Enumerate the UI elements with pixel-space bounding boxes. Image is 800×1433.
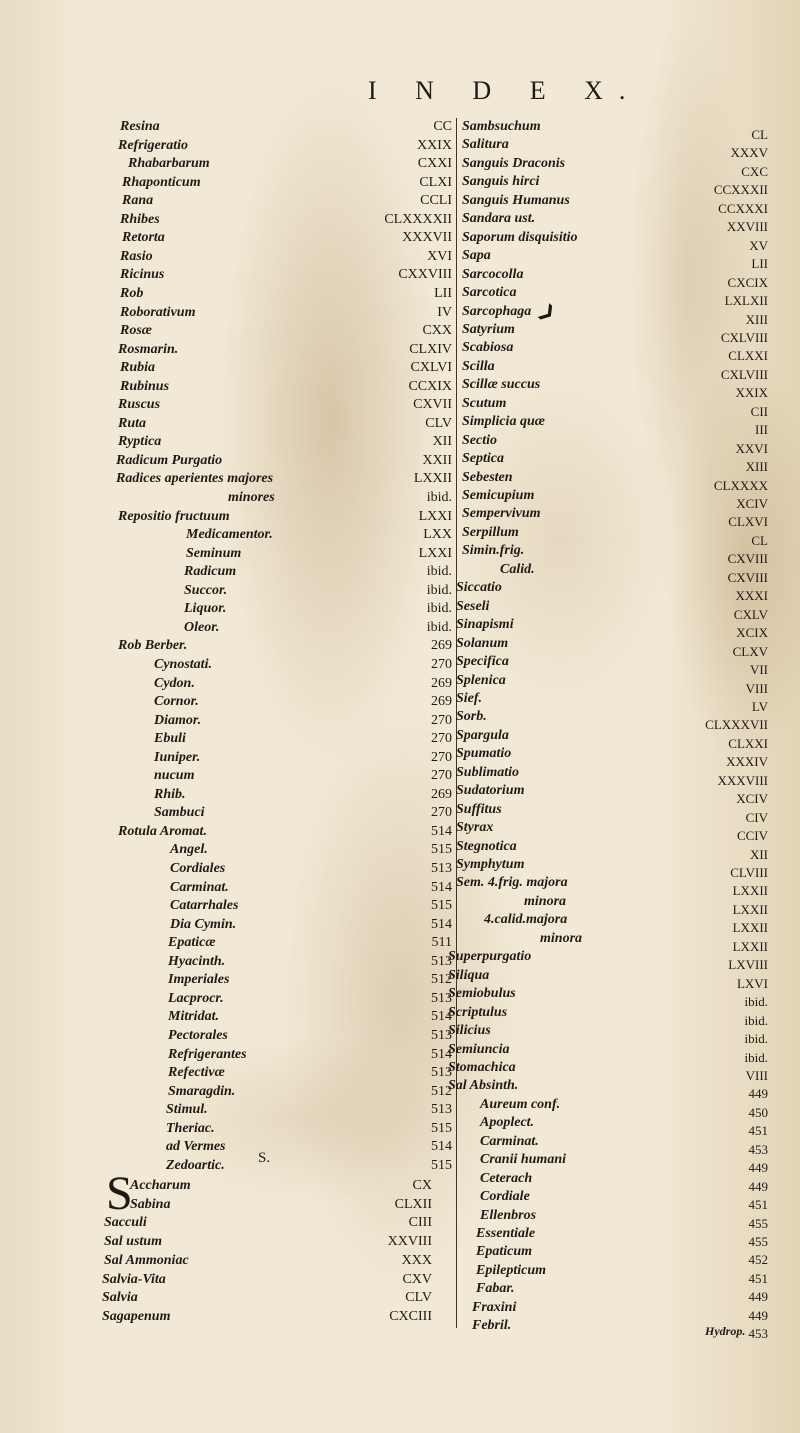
index-entry-name: Iuniper. xyxy=(154,749,201,765)
index-entry-page: 511 xyxy=(431,935,452,951)
index-entry-page: 513 xyxy=(431,861,452,876)
drop-cap: S xyxy=(106,1167,133,1220)
index-entry-page: CXC xyxy=(741,163,768,179)
index-entry-page: 515 xyxy=(431,898,452,914)
index-entry-page: 269 xyxy=(431,675,452,691)
index-entry-name: Cornor. xyxy=(154,694,199,710)
index-entry-page: ibid. xyxy=(426,490,452,505)
index-entry-name: Apoplect. xyxy=(480,1115,535,1131)
index-entry-name: Solanum xyxy=(456,635,509,651)
index-entry-page: CLXV xyxy=(732,643,768,659)
index-entry-page: CXLVI xyxy=(410,360,452,376)
index-entry-name: Scilla xyxy=(462,358,495,374)
index-entry-name: Calid. xyxy=(500,561,535,577)
index-entry-page: IV xyxy=(437,304,452,320)
index-entry-page: CXLVIII xyxy=(720,366,768,382)
index-entry-name: Sandara ust. xyxy=(462,211,536,227)
index-entry-name: minora xyxy=(524,893,567,909)
page-title: I N D E X. xyxy=(368,76,642,105)
index-entry-name: Stegnotica xyxy=(456,838,517,854)
index-entry-name: Diamor. xyxy=(154,712,202,728)
index-entry-name: Sabina xyxy=(130,1196,171,1212)
index-entry-name: Febril. xyxy=(472,1318,512,1334)
index-entry-page: CXLV xyxy=(733,606,768,622)
index-entry-page: 453 xyxy=(748,1326,768,1342)
index-entry-page: III xyxy=(755,422,768,438)
index-entry-page: 512 xyxy=(431,972,452,988)
index-entry-name: minores xyxy=(228,490,275,505)
index-entry-name: Ricinus xyxy=(120,267,165,283)
index-entry-name: Sempervivum xyxy=(462,506,541,522)
index-entry-page: LXX xyxy=(423,527,452,543)
index-entry-name: Rubinus xyxy=(120,378,170,394)
index-entry-page: CLXXXXII xyxy=(384,211,452,227)
index-entry-name: Silicius xyxy=(448,1023,491,1039)
index-entry-page: 514 xyxy=(431,1139,452,1155)
index-entry-name: Angel. xyxy=(170,842,208,858)
index-entry-name: Sarcophaga xyxy=(462,303,532,319)
index-entry-page: ibid. xyxy=(744,1031,768,1047)
index-entry-page: 455 xyxy=(748,1234,768,1249)
index-entry-page: ibid. xyxy=(426,619,452,635)
index-entry-page: 514 xyxy=(431,823,452,839)
index-entry-page: LXXI xyxy=(418,545,452,561)
index-entry-name: Saporum disquisitio xyxy=(462,229,578,245)
index-entry-name: Accharum xyxy=(130,1178,191,1193)
index-entry-name: Fabar. xyxy=(476,1281,515,1297)
index-entry-name: Sanguis Draconis xyxy=(462,155,566,171)
index-entry-name: Zedoartic. xyxy=(166,1157,225,1173)
index-entry-page: XXII xyxy=(422,452,452,468)
index-entry-page: LXXI xyxy=(418,508,452,524)
index-entry-name: Dia Cymin. xyxy=(170,916,237,932)
index-entry-page: XCIX xyxy=(736,625,768,641)
index-entry-page: CLV xyxy=(425,415,452,431)
index-entry-name: Specifica xyxy=(456,654,509,670)
index-entry-page: 515 xyxy=(431,1120,452,1136)
index-entry-page: CCLI xyxy=(420,193,452,209)
index-entry-page: LXXII xyxy=(732,901,768,917)
index-entry-page: 269 xyxy=(431,638,452,654)
index-entry-page: XXIX xyxy=(735,385,768,401)
index-entry-name: Septica xyxy=(462,451,504,467)
index-entry-page: ibid. xyxy=(426,582,452,598)
index-entry-page: LXLXII xyxy=(724,293,768,309)
index-entry-name: Sagapenum xyxy=(102,1308,171,1324)
index-entry-name: Rhib. xyxy=(154,786,186,802)
index-entry-name: Epaticum xyxy=(476,1244,533,1260)
index-entry-page: 270 xyxy=(431,712,452,728)
index-entry-name: Refectivæ xyxy=(168,1065,225,1081)
index-entry-name: Epilepticum xyxy=(476,1262,546,1278)
index-entry-page: LXVI xyxy=(736,975,768,991)
index-entry-name: Spumatio xyxy=(456,746,512,762)
index-entry-page: CXLVIII xyxy=(720,329,768,345)
index-entry-name: Sambuci xyxy=(154,805,205,821)
index-entry-name: Fraxini xyxy=(472,1299,517,1315)
index-entry-page: CLXVI xyxy=(728,514,768,530)
index-entry-name: Sanguis hirci xyxy=(462,174,540,190)
index-entry-name: Satyrium xyxy=(462,321,515,337)
index-entry-name: Radicum Purgatio xyxy=(116,452,223,468)
index-entry-name: Ellenbros xyxy=(480,1207,537,1223)
index-entry-name: Rosæ xyxy=(120,323,152,339)
index-entry-page: XIII xyxy=(745,459,768,475)
index-entry-page: CCIV xyxy=(736,828,768,844)
index-entry-name: Siliqua xyxy=(448,967,490,983)
index-entry-page: CLXXXVII xyxy=(705,717,768,733)
index-entry-page: 514 xyxy=(431,916,452,932)
index-entry-page: 513 xyxy=(431,990,452,1006)
index-entry-page: XXXI xyxy=(735,588,768,604)
catchword: Hydrop. xyxy=(705,1324,746,1338)
index-entry-page: LXXII xyxy=(732,938,768,954)
index-entry-name: Semicupium xyxy=(462,488,535,503)
index-entry-name: Mitridat. xyxy=(168,1009,219,1025)
index-entry-name: Sacculi xyxy=(104,1215,147,1231)
index-entry-page: XXVI xyxy=(735,440,768,456)
index-entry-page: 452 xyxy=(748,1252,768,1268)
index-entry-page: CXXI xyxy=(417,156,452,172)
index-entry-name: Medicamentor. xyxy=(186,527,273,543)
index-entry-name: Liquor. xyxy=(184,601,227,617)
index-entry-name: Spargula xyxy=(456,727,509,743)
index-entry-name: Splenica xyxy=(456,672,506,688)
index-entry-name: Sorb. xyxy=(456,709,487,725)
index-entry-name: Carminat. xyxy=(170,879,229,895)
index-entry-name: Ebuli xyxy=(154,731,186,747)
index-entry-name: Radicum xyxy=(184,564,237,580)
index-entry-name: Rhaponticum xyxy=(122,174,201,190)
index-entry-page: VII xyxy=(749,662,768,678)
index-entry-name: Radices aperientes majores xyxy=(116,471,274,487)
index-entry-name: Theriac. xyxy=(166,1120,215,1136)
index-entry-page: CLV xyxy=(405,1290,432,1306)
index-entry-name: Sublimatio xyxy=(456,764,520,780)
ink-mark: ❯ xyxy=(535,299,561,325)
index-entry-name: Sal ustum xyxy=(104,1234,162,1250)
index-entry-name: Retorta xyxy=(122,230,165,246)
index-entry-page: 453 xyxy=(748,1141,768,1157)
index-entry-page: XXXVII xyxy=(402,230,452,246)
index-entry-page: 449 xyxy=(748,1160,768,1176)
index-entry-name: Sief. xyxy=(456,690,483,706)
index-entry-name: Suffitus xyxy=(456,801,502,817)
index-entry-name: Oleor. xyxy=(184,619,220,635)
index-entry-name: Essentiale xyxy=(476,1226,536,1241)
index-entry-name: Rana xyxy=(122,193,154,209)
index-entry-name: Imperiales xyxy=(168,972,230,988)
index-entry-name: Scabiosa xyxy=(462,340,514,356)
index-entry-name: Sapa xyxy=(462,248,491,264)
index-entry-page: LII xyxy=(434,285,452,301)
index-entry-name: Salvia xyxy=(102,1290,138,1306)
index-entry-page: CXV xyxy=(402,1271,432,1287)
index-entry-page: 449 xyxy=(748,1086,768,1102)
index-entry-page: XXXV xyxy=(730,145,768,161)
index-entry-name: Stimul. xyxy=(166,1102,208,1118)
index-entry-page: 449 xyxy=(748,1307,768,1323)
index-entry-name: Sanguis Humanus xyxy=(462,192,570,208)
index-entry-name: Sinapismi xyxy=(456,617,514,633)
index-entry-page: 449 xyxy=(748,1289,768,1305)
index-entry-page: 450 xyxy=(748,1104,768,1120)
index-entry-page: CIV xyxy=(745,809,768,825)
index-entry-page: 512 xyxy=(431,1083,452,1099)
index-entry-name: Rhabarbarum xyxy=(128,156,210,172)
index-entry-name: Scillæ succus xyxy=(462,377,541,393)
index-entry-page: 270 xyxy=(431,731,452,747)
index-entry-page: CLXXXX xyxy=(713,477,768,493)
index-entry-page: 513 xyxy=(431,1065,452,1081)
index-entry-page: CC xyxy=(433,119,452,134)
index-entry-name: Aureum conf. xyxy=(480,1096,561,1112)
index-entry-page: CLXXI xyxy=(728,735,768,751)
index-entry-page: CCXXXII xyxy=(713,182,768,198)
index-entry-name: Siccatio xyxy=(456,580,502,596)
index-entry-page: XII xyxy=(749,846,768,862)
index-entry-page: LII xyxy=(751,256,768,272)
index-entry-name: Simplicia quæ xyxy=(462,414,545,430)
index-entry-name: Ruscus xyxy=(118,397,161,413)
index-entry-page: ibid. xyxy=(744,994,768,1010)
index-entry-page: LXVIII xyxy=(728,957,768,973)
index-entry-name: Simin.frig. xyxy=(462,543,525,559)
index-entry-page: 270 xyxy=(431,656,452,672)
section-mark: S. xyxy=(258,1150,271,1166)
index-entry-page: XCIV xyxy=(736,496,768,511)
index-entry-name: ad Vermes xyxy=(166,1139,226,1155)
index-entry-page: XXVIII xyxy=(387,1234,432,1250)
index-entry-page: CII xyxy=(750,403,768,419)
index-entry-page: XV xyxy=(749,237,768,253)
index-entry-page: XCIV xyxy=(736,791,768,807)
index-entry-page: CCXXXI xyxy=(718,200,768,216)
index-entry-page: XXX xyxy=(401,1252,432,1268)
index-entry-name: Ryptica xyxy=(118,434,162,450)
index-entry-page: CLXI xyxy=(419,174,452,190)
index-entry-name: Pectorales xyxy=(168,1027,228,1043)
index-entry-name: Succor. xyxy=(184,582,228,598)
index-entry-page: 515 xyxy=(431,1157,452,1173)
index-entry-name: Rasio xyxy=(120,248,153,264)
index-entry-name: Rhibes xyxy=(120,211,160,227)
index-entry-page: XIII xyxy=(745,311,768,327)
index-entry-name: Cydon. xyxy=(154,675,195,691)
index-entry-name: Refrigerantes xyxy=(168,1046,247,1062)
index-entry-page: 270 xyxy=(431,805,452,821)
index-entry-page: LXXII xyxy=(732,883,768,899)
index-entry-name: Repositio fructuum xyxy=(118,508,230,524)
index-entry-name: Styrax xyxy=(456,820,494,836)
index-entry-page: VIII xyxy=(745,680,768,696)
index-entry-page: CLXXI xyxy=(728,348,768,364)
index-entry-page: XXIX xyxy=(417,137,452,153)
index-entry-page: XXXVIII xyxy=(717,772,768,788)
index-entry-name: Sarcocolla xyxy=(462,266,524,282)
index-entry-name: Seseli xyxy=(456,598,490,614)
index-entry-page: 514 xyxy=(431,1009,452,1025)
index-entry-page: CL xyxy=(751,532,768,548)
index-entry-name: Superpurgatio xyxy=(448,949,532,965)
index-entry-page: 270 xyxy=(431,768,452,784)
index-entry-name: Scutum xyxy=(462,395,507,411)
index-entry-page: 514 xyxy=(431,1046,452,1062)
index-entry-page: 451 xyxy=(748,1197,768,1213)
index-entry-name: Rubia xyxy=(120,360,156,376)
index-entry-name: Cynostati. xyxy=(154,656,212,672)
index-entry-page: 451 xyxy=(748,1270,768,1286)
index-entry-name: Resina xyxy=(120,119,160,134)
index-entry-name: Hyacinth. xyxy=(168,953,226,969)
index-entry-page: 451 xyxy=(748,1123,768,1139)
index-entry-name: Lacprocr. xyxy=(168,990,224,1006)
index-entry-page: XII xyxy=(432,434,452,450)
index-entry-name: Sem. 4.frig. majora xyxy=(456,875,568,891)
index-entry-name: Scriptulus xyxy=(448,1004,508,1020)
index-entry-name: Cranii humani xyxy=(480,1152,566,1168)
index-entry-name: Serpillum xyxy=(462,524,519,540)
index-entry-page: XVI xyxy=(427,248,452,264)
index-entry-page: XXXIV xyxy=(726,754,768,770)
index-entry-page: 513 xyxy=(431,1102,452,1118)
index-entry-name: Sambsuchum xyxy=(462,119,541,134)
index-entry-name: Catarrhales xyxy=(170,898,239,914)
index-entry-name: Sarcotica xyxy=(462,285,517,301)
index-entry-name: minora xyxy=(540,930,583,946)
index-entry-name: Rob Berber. xyxy=(118,638,188,654)
index-entry-name: Sectio xyxy=(462,432,497,448)
index-entry-page: CXCIX xyxy=(727,274,768,290)
index-entry-page: CLXIV xyxy=(409,341,452,357)
index-entry-page: ibid. xyxy=(426,601,452,617)
index-entry-name: Cordiale xyxy=(480,1189,530,1205)
index-entry-page: CXCIII xyxy=(389,1308,432,1324)
index-entry-page: VIII xyxy=(745,1067,768,1083)
index-entry-name: Sal Ammoniac xyxy=(104,1252,189,1268)
index-entry-name: Epaticæ xyxy=(168,935,216,951)
index-entry-name: Ruta xyxy=(118,415,147,431)
index-entry-page: 449 xyxy=(748,1178,768,1194)
index-entry-page: 515 xyxy=(431,842,452,858)
index-entry-page: CXX xyxy=(422,323,452,339)
index-entry-name: Stomachica xyxy=(448,1059,516,1075)
index-entry-name: Semiuncia xyxy=(448,1041,510,1057)
index-entry-name: Salitura xyxy=(462,137,509,153)
index-entry-page: CXVII xyxy=(413,397,452,413)
index-entry-page: 270 xyxy=(431,749,452,765)
index-entry-name: Rosmarin. xyxy=(118,341,179,357)
index-entry-page: CLXII xyxy=(394,1196,432,1212)
index-entry-page: ibid. xyxy=(744,1049,768,1065)
index-entry-page: LXXII xyxy=(732,920,768,936)
index-entry-page: XXVIII xyxy=(726,219,768,235)
index-entry-page: CLVIII xyxy=(730,865,768,880)
index-entry-page: 269 xyxy=(431,786,452,802)
index-entry-page: 455 xyxy=(748,1215,768,1231)
index-entry-page: 513 xyxy=(431,1027,452,1043)
index-entry-name: Carminat. xyxy=(480,1133,539,1149)
index-entry-name: Semiobulus xyxy=(448,986,516,1002)
index-entry-page: CIII xyxy=(408,1215,432,1231)
index-entry-page: CXVIII xyxy=(727,569,768,585)
index-entry-name: Refrigeratio xyxy=(118,137,188,153)
index-entry-name: Ceterach xyxy=(480,1170,533,1186)
index-entry-page: ibid. xyxy=(426,564,452,580)
index-entry-name: Salvia-Vita xyxy=(102,1271,166,1287)
index-entry-page: 269 xyxy=(431,694,452,710)
index-entry-name: Cordiales xyxy=(170,861,226,876)
index-entry-name: Smaragdin. xyxy=(168,1083,236,1099)
index-entry-page: ibid. xyxy=(744,1012,768,1028)
index-entry-name: Seminum xyxy=(186,545,242,561)
index-entry-name: Sebesten xyxy=(462,469,513,485)
index-entry-name: Sudatorium xyxy=(456,783,525,799)
index-entry-name: 4.calid.majora xyxy=(484,912,568,928)
index-entry-page: CCXIX xyxy=(408,378,452,394)
index-entry-page: CL xyxy=(751,127,768,142)
index-entry-name: Symphytum xyxy=(456,857,525,872)
index-entry-page: CXVIII xyxy=(727,551,768,567)
index-entry-name: nucum xyxy=(154,768,195,784)
index-entry-page: LXXII xyxy=(413,471,452,487)
index-entry-name: Rotula Aromat. xyxy=(118,823,207,839)
index-entry-name: Roborativum xyxy=(120,304,196,320)
index-entry-page: CX xyxy=(412,1178,432,1193)
index-entry-page: 514 xyxy=(431,879,452,895)
index-entry-name: Sal Absinth. xyxy=(448,1078,519,1094)
index-entry-page: LV xyxy=(751,698,768,714)
index-entry-page: CXXVIII xyxy=(398,267,452,283)
index-entry-page: 513 xyxy=(431,953,452,969)
index-entry-name: Rob xyxy=(120,285,144,301)
